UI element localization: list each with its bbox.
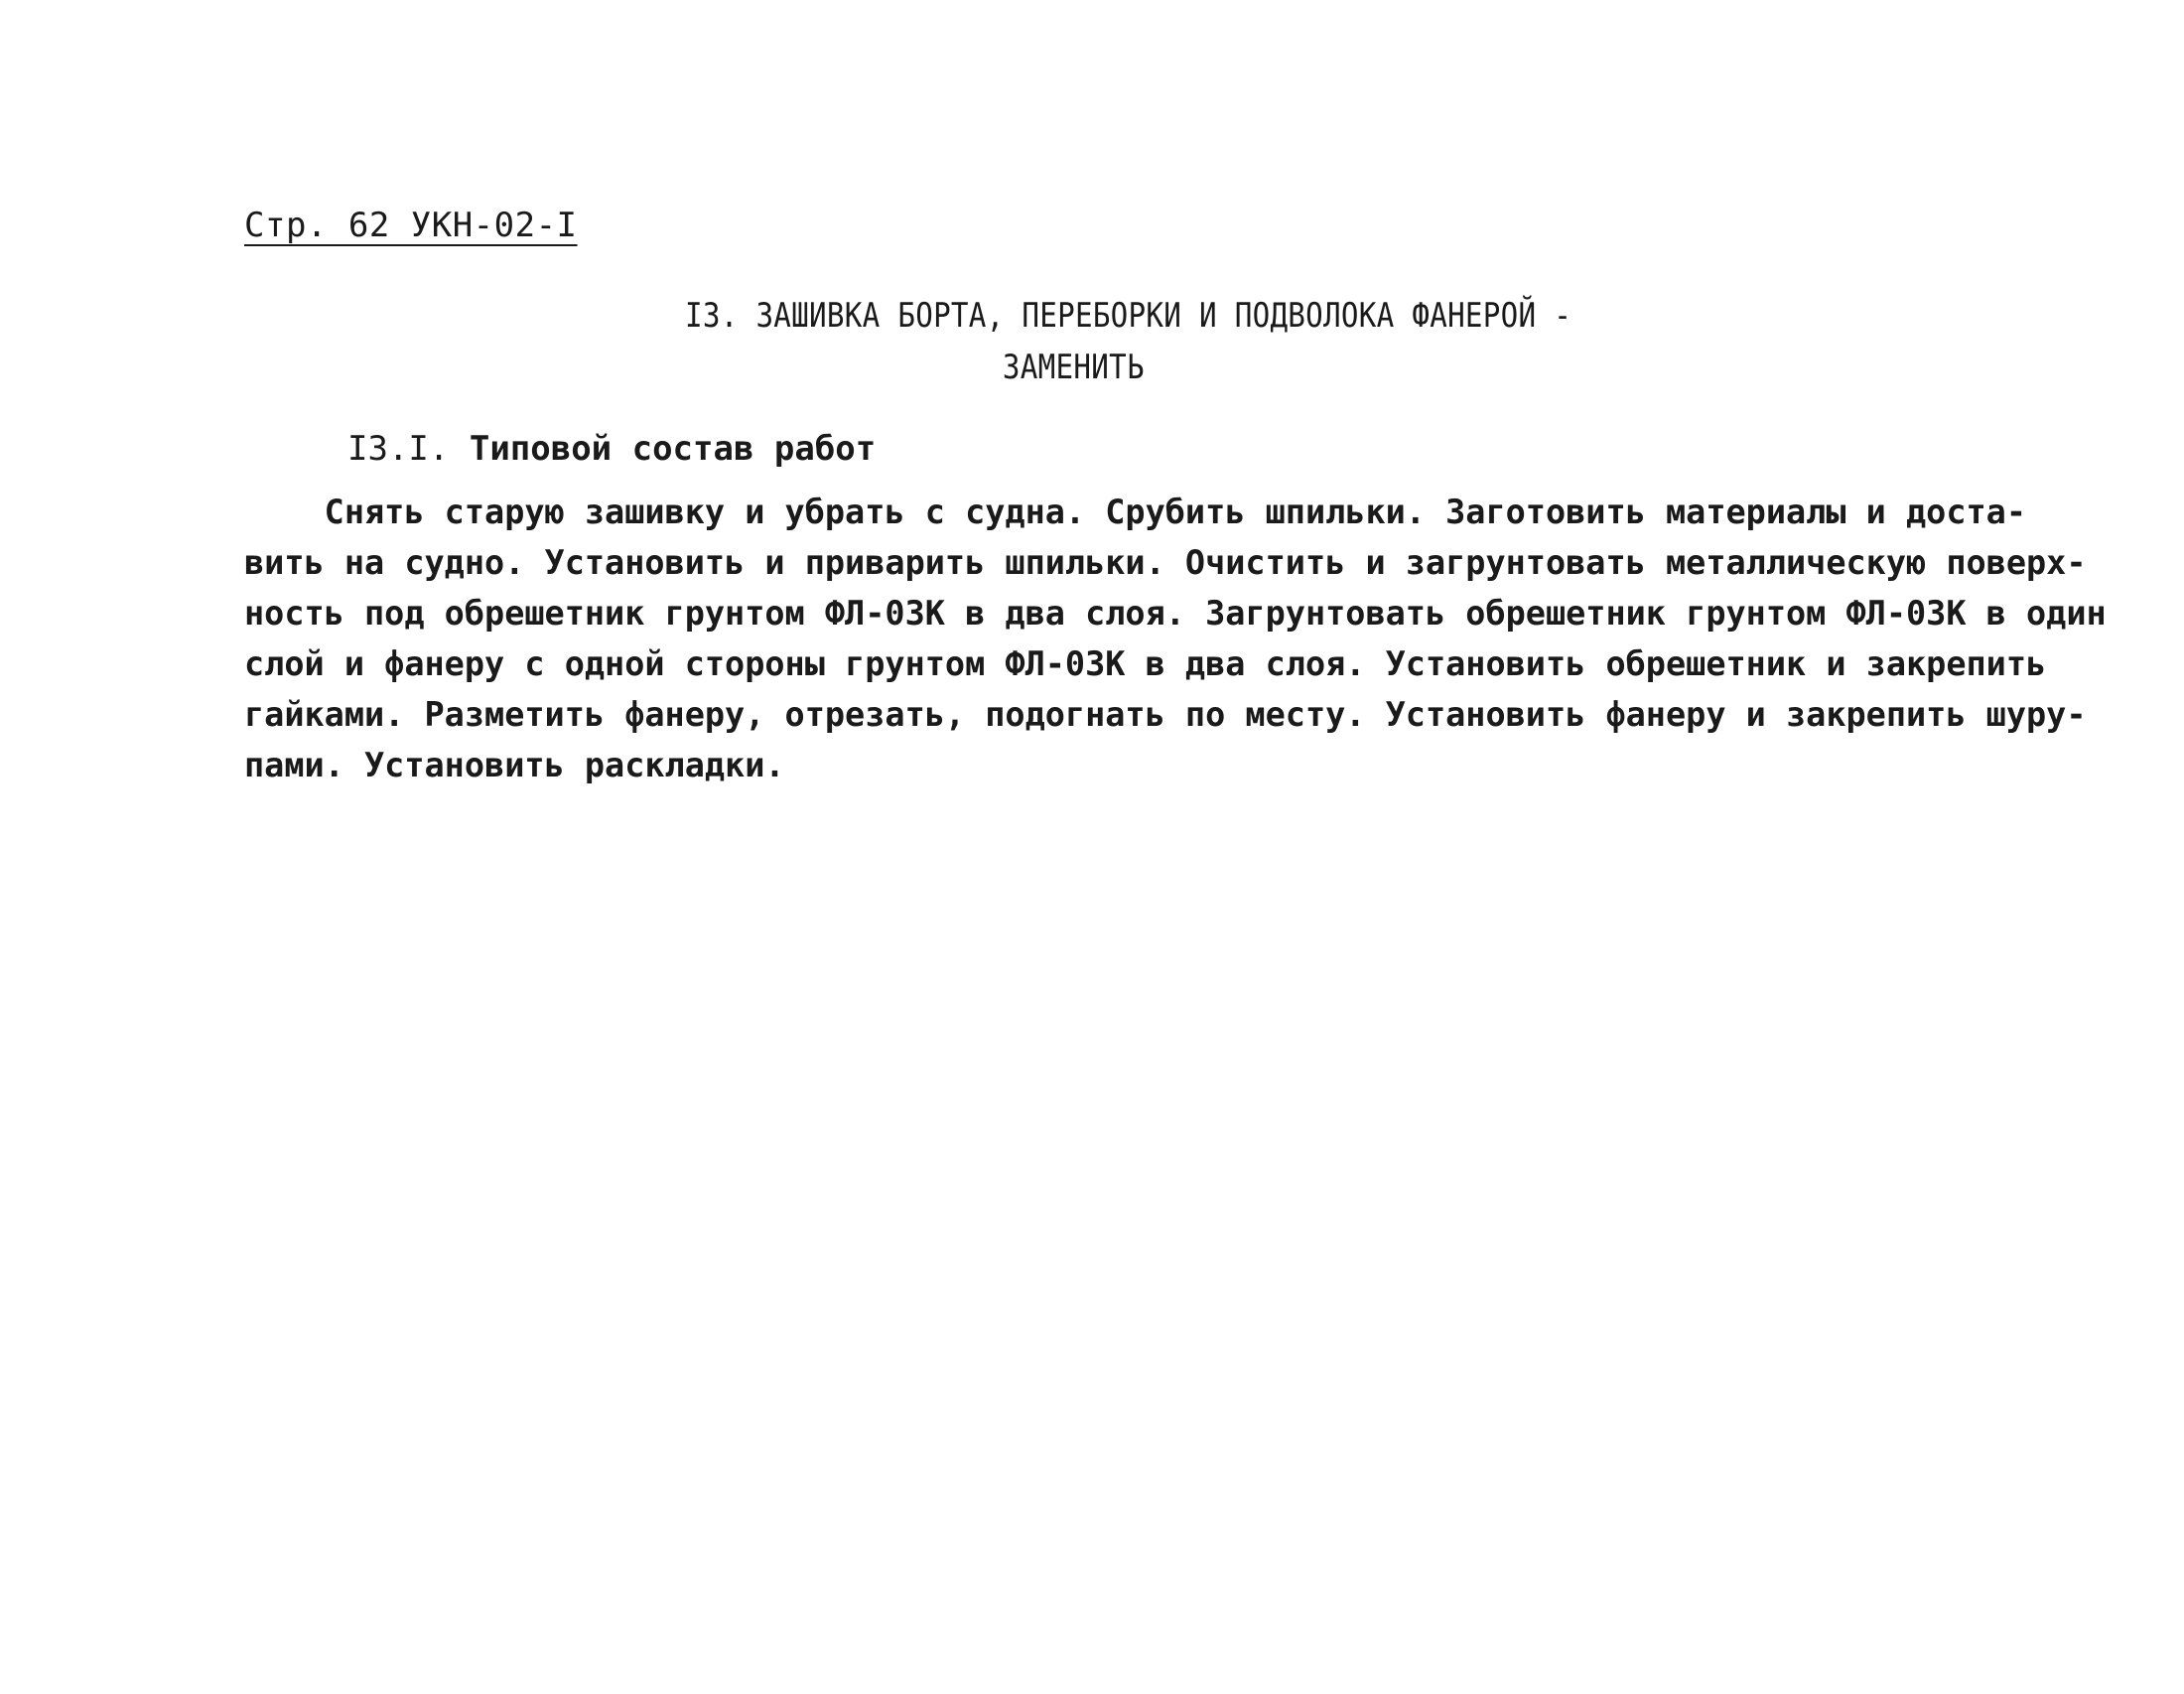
subsection-title: Типовой состав работ — [469, 429, 877, 469]
body-line: гайками. Разметить фанеру, отрезать, подогнать по месту. Установить фанеру и закрепить шуру- — [244, 695, 2087, 734]
section-title-line-2: ЗАМЕНИТЬ — [1002, 348, 1145, 387]
subsection-heading — [347, 429, 876, 469]
body-line: слой и фанеру с одной стороны грунтом ФЛ-03К в два слоя. Установить обрешетник и закрепить — [244, 644, 2047, 683]
subsection-number: I3.I. — [347, 429, 450, 469]
body-line: ность под обрешетник грунтом ФЛ-03К в два слоя. Загрунтовать обрешетник грунтом ФЛ-03К в один — [244, 594, 2107, 633]
body-line: Снять старую зашивку и убрать с судна. Срубить шпильки. Заготовить материалы и доста- — [244, 493, 2027, 531]
section-title-line-1: I3. ЗАШИВКА БОРТА, ПЕРЕБОРКИ И ПОДВОЛОКА ФАНЕРОЙ - — [685, 296, 1572, 336]
section-title — [685, 290, 1572, 393]
body-line: вить на судно. Установить и приварить шпильки. Очистить и загрунтовать металлическую поверх- — [244, 543, 2087, 582]
body-paragraph — [244, 487, 2130, 790]
page-header: Стр. 62 УКН-02-I — [244, 206, 578, 245]
body-line: пами. Установить раскладки. — [244, 746, 785, 784]
